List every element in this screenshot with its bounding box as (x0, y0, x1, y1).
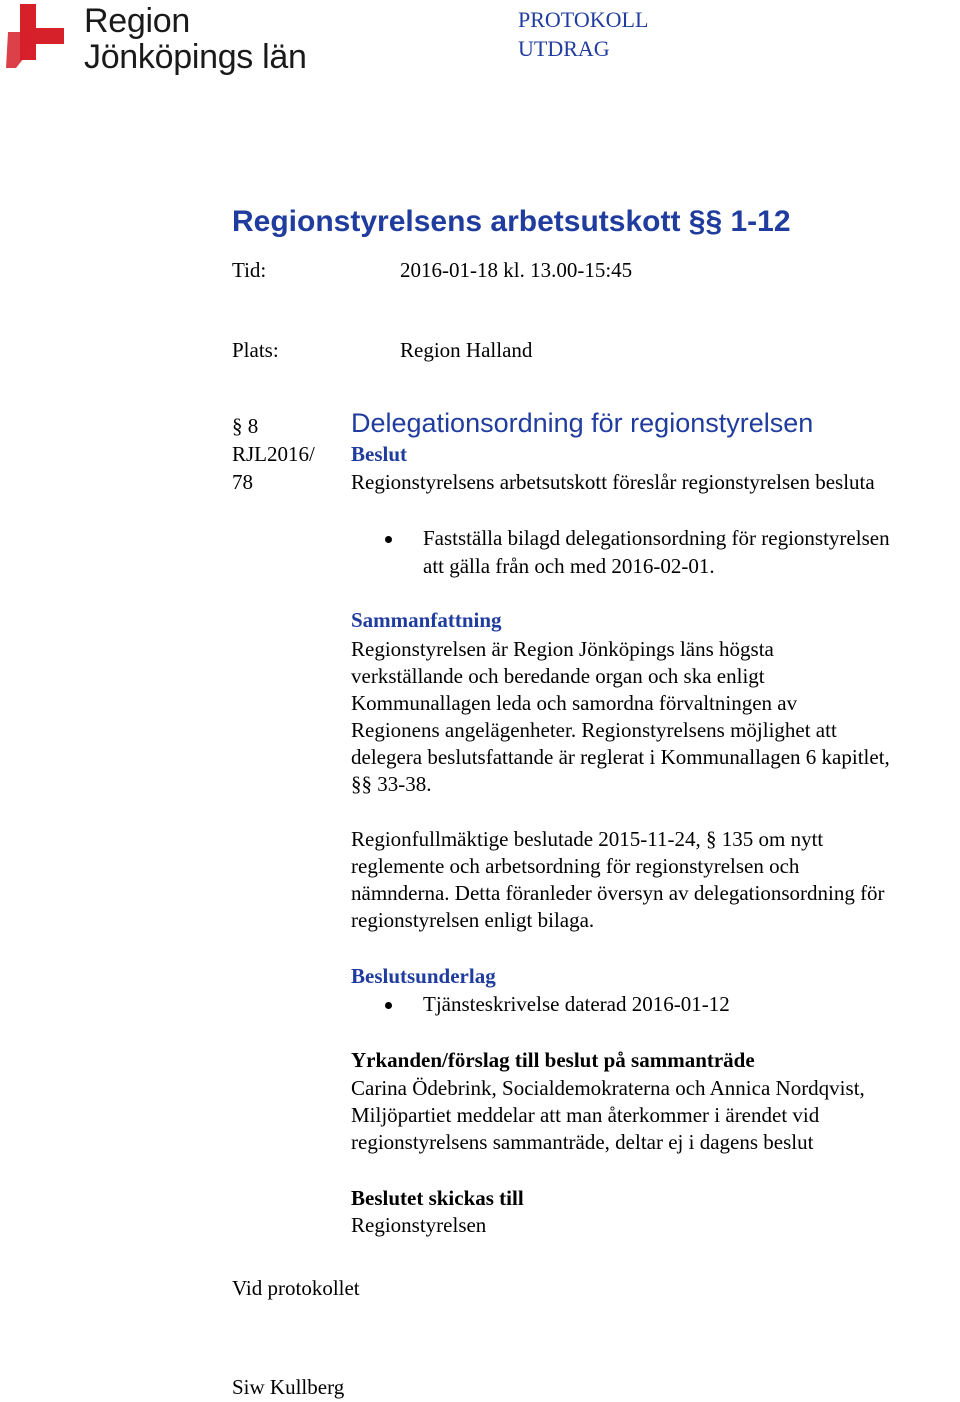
summary2-line: regionstyrelsen enligt bilaga. (351, 908, 595, 932)
sent-to-recipient: Regionstyrelsen (351, 1213, 487, 1237)
place-value: Region Halland (400, 338, 533, 362)
summary-line: Regionstyrelsen är Region Jönköpings läns högsta (351, 637, 774, 661)
region-logo-mark (6, 2, 76, 72)
summary-line: verkställande och beredande organ och ska enligt (351, 664, 765, 688)
summary2-line: reglemente och arbetsordning för regionstyrelsen och (351, 854, 800, 878)
place-label: Plats: (232, 338, 279, 362)
decision-bullet-line-2: att gälla från och med 2016-02-01. (423, 554, 715, 578)
summary2-line: nämnderna. Detta föranleder översyn av delegationsordning för (351, 881, 885, 905)
document-subtype: UTDRAG (518, 36, 610, 61)
proposals-heading: Yrkanden/förslag till beslut på sammanträde (351, 1048, 755, 1072)
summary-line: delegera beslutsfattande är reglerat i Kommunallagen 6 kapitlet, (351, 745, 890, 769)
summary-line: Regionens angelägenheter. Regionstyrelsens möjlighet att (351, 718, 837, 742)
proposals-line: Carina Ödebrink, Socialdemokraterna och Annica Nordqvist, (351, 1076, 865, 1100)
item-heading: Delegationsordning för regionstyrelsen (351, 408, 814, 438)
decision-bullet-line-1: Fastställa bilagd delegationsordning för regionstyrelsen (423, 526, 890, 550)
summary-line: §§ 33-38. (351, 772, 432, 796)
summary-heading: Sammanfattning (351, 608, 502, 632)
bullet-icon (385, 536, 392, 543)
basis-heading: Beslutsunderlag (351, 964, 496, 988)
document-type: PROTOKOLL (518, 7, 649, 32)
decision-intro: Regionstyrelsens arbetsutskott föreslår regionstyrelsen besluta (351, 470, 875, 494)
summary-line: Kommunallagen leda och samordna förvaltningen av (351, 691, 798, 715)
time-label: Tid: (232, 258, 267, 282)
basis-item: Tjänsteskrivelse daterad 2016-01-12 (423, 992, 730, 1016)
time-value: 2016-01-18 kl. 13.00-15:45 (400, 258, 633, 282)
signatory-name: Siw Kullberg (232, 1375, 345, 1399)
logo-line-2: Jönköpings län (84, 38, 307, 76)
proposals-line: regionstyrelsens sammanträde, deltar ej i dagens beslut (351, 1130, 814, 1154)
case-number-line-2: 78 (232, 470, 253, 494)
paragraph-number: § 8 (232, 414, 259, 438)
meeting-title: Regionstyrelsens arbetsutskott §§ 1-12 (232, 205, 791, 238)
region-logo (6, 2, 316, 76)
summary2-line: Regionfullmäktige beslutade 2015-11-24, § 135 om nytt (351, 827, 824, 851)
proposals-line: Miljöpartiet meddelar att man återkommer i ärendet vid (351, 1103, 820, 1127)
bullet-icon (385, 1002, 392, 1009)
case-number-line-1: RJL2016/ (232, 442, 315, 466)
decision-heading: Beslut (351, 442, 408, 466)
sent-to-heading: Beslutet skickas till (351, 1186, 524, 1210)
logo-line-1: Region (84, 2, 190, 40)
protocol-label: Vid protokollet (232, 1276, 360, 1300)
